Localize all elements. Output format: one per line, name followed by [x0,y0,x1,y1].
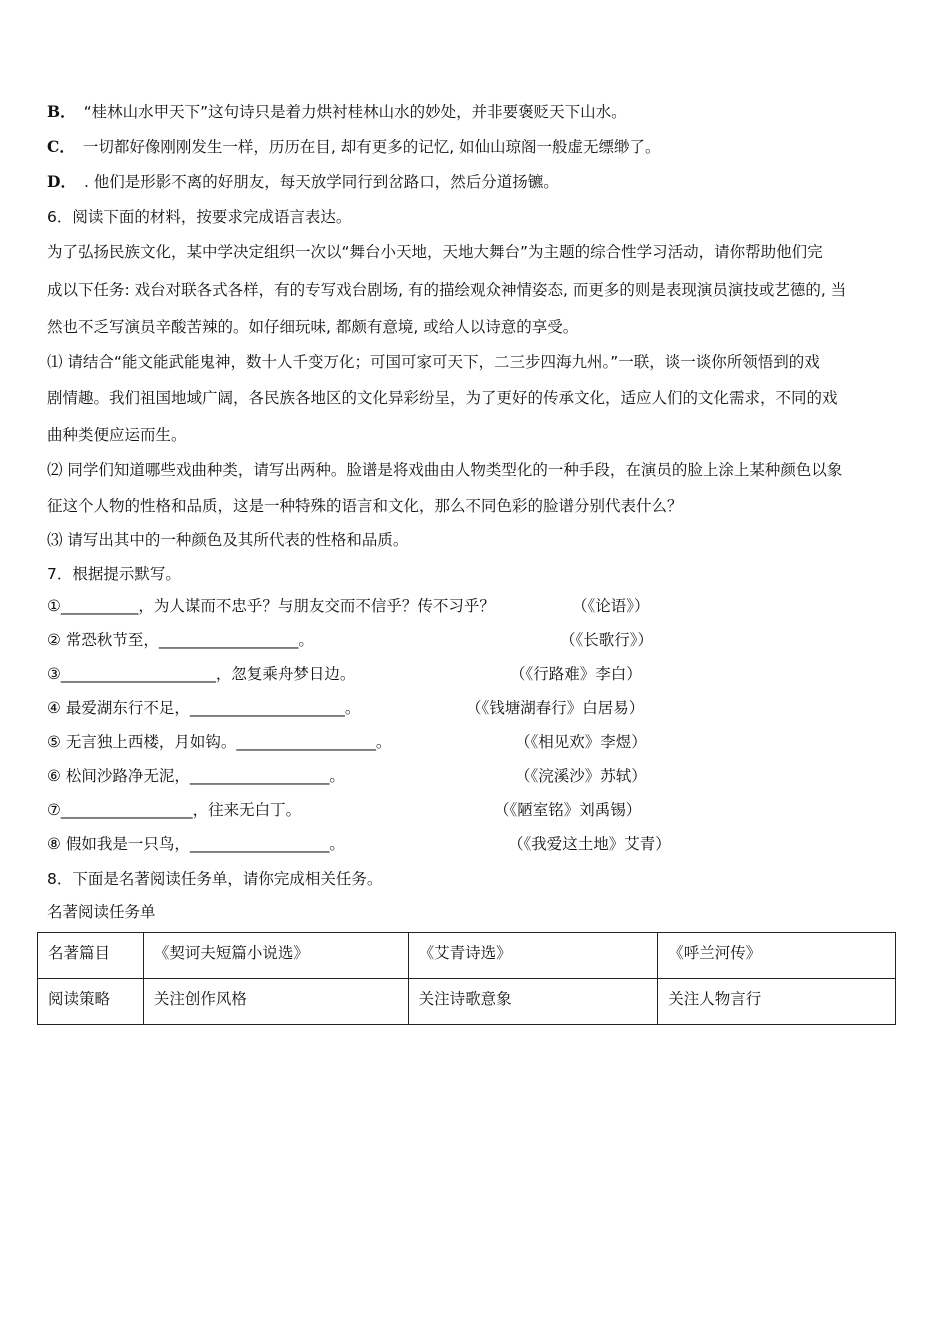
table-row [38,979,896,1025]
q6-intro-line: 成以下任务: 戏台对联各式各样，有的专写戏台剧场, 有的描绘观众神情姿态, 而更多的则是表现演员演技或艺德的, 当 [47,281,847,299]
table-cell: 关注人物言行 [658,979,896,1025]
q6-part3: ⑶ 请写出其中的一种颜色及其所代表的性格和品质。 [47,531,409,549]
q8-title: 8．下面是名著阅读任务单，请你完成相关任务。 [47,870,383,888]
table-row [38,933,896,979]
table-title: 名著阅读任务单 [47,903,156,921]
table-cell: 关注诗歌意象 [408,979,658,1025]
option-label: D． [47,172,76,191]
dictation-item: ⑦_________________，往来无白丁。 [47,801,302,819]
q6-part1-line: ⑴ 请结合“能文能武能鬼神，数十人千变万化；可国可家可天下，二三步四海九州。”一联，谈一谈你所领悟到的戏 [47,353,820,371]
q6-part2-line: ⑵ 同学们知道哪些戏曲种类，请写出两种。脸谱是将戏曲由人物类型化的一种手段，在演员的脸上涂上某种颜色以象 [47,461,843,479]
dictation-item: ⑧ 假如我是一只鸟，__________________。 [47,835,345,853]
reading-task-table [37,932,896,1025]
option-b [47,102,627,122]
option-label: B． [47,102,76,121]
table-cell: 《艾青诗选》 [408,933,658,979]
q6-intro-line: 为了弘扬民族文化，某中学决定组织一次以“舞台小天地，天地大舞台”为主题的综合性学习活动，请你帮助他们完 [47,243,823,261]
dictation-source: （《论语》） [572,597,650,615]
dictation-source: （《陋室铭》刘禹锡） [494,801,642,819]
dictation-source: （《钱塘湖春行》白居易） [466,699,645,717]
dictation-source: （《我爱这土地》艾青） [508,835,671,853]
option-c [47,137,661,157]
dictation-item: ①__________，为人谋而不忠乎？与朋友交而不信乎？传不习乎？ [47,597,495,615]
table-cell: 阅读策略 [38,979,144,1025]
dictation-source: （《长歌行》） [560,631,654,649]
dictation-item: ④ 最爱湖东行不足，____________________。 [47,699,361,717]
q6-part1-line: 曲种类便应运而生。 [47,426,187,444]
dictation-source: （《浣溪沙》苏轼） [515,767,647,785]
table-cell: 名著篇目 [38,933,144,979]
dictation-source: （《相见欢》李煜） [515,733,647,751]
option-text: . 他们是形影不离的好朋友，每天放学同行到岔路口，然后分道扬镳。 [83,173,559,191]
dictation-item: ⑤ 无言独上西楼，月如钩。__________________。 [47,733,392,751]
option-d [47,172,559,192]
option-text: “桂林山水甲天下”这句诗只是着力烘衬桂林山水的妙处，并非要褒贬天下山水。 [83,103,627,121]
dictation-item: ③____________________，忽复乘舟梦日边。 [47,665,356,683]
dictation-item: ② 常恐秋节至，__________________。 [47,631,314,649]
option-text: 一切都好像刚刚发生一样，历历在目, 却有更多的记忆, 如仙山琼阁一般虚无缥缈了。 [82,138,661,156]
option-label: C． [47,137,75,156]
table-cell: 《呼兰河传》 [658,933,896,979]
q6-intro-line: 然也不乏写演员辛酸苦辣的。如仔细玩味, 都颇有意境, 或给人以诗意的享受。 [47,318,579,336]
q6-part1-line: 剧情趣。我们祖国地域广阔，各民族各地区的文化异彩纷呈，为了更好的传承文化，适应人们的文化需求，不同的戏 [47,389,838,407]
q6-part2-line: 征这个人物的性格和品质，这是一种特殊的语言和文化，那么不同色彩的脸谱分别代表什么？ [47,497,683,515]
q7-title: 7．根据提示默写。 [47,565,181,583]
table-cell: 《契诃夫短篇小说选》 [143,933,408,979]
dictation-item: ⑥ 松间沙路净无泥，__________________。 [47,767,345,785]
q6-title: 6．阅读下面的材料，按要求完成语言表达。 [47,208,352,226]
table-cell: 关注创作风格 [143,979,408,1025]
dictation-source: （《行路难》李白） [510,665,642,683]
